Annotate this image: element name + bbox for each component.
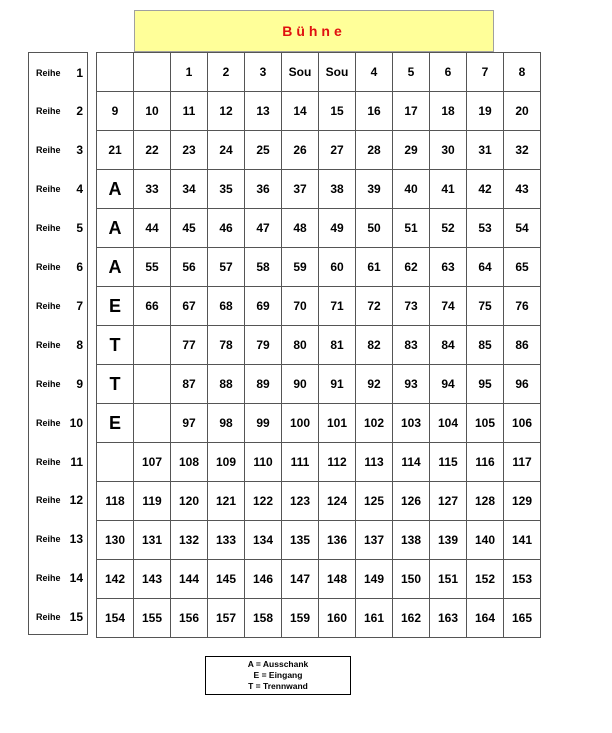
seat-cell: 61 bbox=[356, 248, 393, 287]
seat-cell: 164 bbox=[467, 599, 504, 638]
seat-cell: 87 bbox=[171, 365, 208, 404]
seat-cell: 141 bbox=[504, 521, 541, 560]
seat-cell: 48 bbox=[282, 209, 319, 248]
row-number: 8 bbox=[76, 337, 83, 352]
seat-cell: 91 bbox=[319, 365, 356, 404]
seat-cell: 16 bbox=[356, 92, 393, 131]
row-word: Reihe bbox=[36, 339, 61, 350]
seat-cell: 92 bbox=[356, 365, 393, 404]
seat-cell: 64 bbox=[467, 248, 504, 287]
seat-cell: 116 bbox=[467, 443, 504, 482]
row-word: Reihe bbox=[36, 573, 61, 584]
seat-row bbox=[97, 248, 541, 287]
seat-cell: 115 bbox=[430, 443, 467, 482]
row-word: Reihe bbox=[36, 262, 61, 272]
seat-cell: 71 bbox=[319, 287, 356, 326]
seat-cell: 43 bbox=[504, 170, 541, 209]
seat-cell: 10 bbox=[134, 92, 171, 131]
seat-cell: 124 bbox=[319, 482, 356, 521]
row-label bbox=[29, 325, 87, 364]
legend-trennwand: T = Trennwand bbox=[248, 681, 308, 691]
row-number: 3 bbox=[76, 143, 83, 158]
seat-cell: 104 bbox=[430, 404, 467, 443]
seat-cell: 134 bbox=[245, 521, 282, 560]
seat-cell: 15 bbox=[319, 92, 356, 131]
seat-cell: 125 bbox=[356, 482, 393, 521]
seat-cell: 28 bbox=[356, 131, 393, 170]
seat-cell: 155 bbox=[134, 599, 171, 638]
seat-cell: 152 bbox=[467, 560, 504, 599]
row-label bbox=[29, 559, 87, 598]
seat-cell: 40 bbox=[393, 170, 430, 209]
row-label bbox=[29, 520, 87, 559]
row-word: Reihe bbox=[36, 612, 61, 623]
seat-cell: 123 bbox=[282, 482, 319, 521]
row-number: 10 bbox=[69, 415, 83, 430]
area-marker: T bbox=[97, 365, 134, 404]
row-word: Reihe bbox=[36, 145, 61, 156]
area-marker: E bbox=[97, 404, 134, 443]
row-label bbox=[29, 170, 87, 209]
seat-row bbox=[97, 599, 541, 638]
row-number: 9 bbox=[76, 376, 83, 391]
seat-cell: 51 bbox=[393, 209, 430, 248]
seat-cell: 69 bbox=[245, 287, 282, 326]
seat-cell: 62 bbox=[393, 248, 430, 287]
seat-cell: 32 bbox=[504, 131, 541, 170]
seat-cell: 109 bbox=[208, 443, 245, 482]
row-label bbox=[29, 364, 87, 403]
seat-cell: 26 bbox=[282, 131, 319, 170]
seat-cell: 163 bbox=[430, 599, 467, 638]
seat-cell: 18 bbox=[430, 92, 467, 131]
seat-cell: 27 bbox=[319, 131, 356, 170]
seat-cell: 82 bbox=[356, 326, 393, 365]
seat-cell: 46 bbox=[208, 209, 245, 248]
seat-cell: 140 bbox=[467, 521, 504, 560]
seat-cell: 150 bbox=[393, 560, 430, 599]
seat-cell: 107 bbox=[134, 443, 171, 482]
seat-cell bbox=[134, 365, 171, 404]
seat-cell: 137 bbox=[356, 521, 393, 560]
seat-cell: 147 bbox=[282, 560, 319, 599]
area-marker: E bbox=[97, 287, 134, 326]
row-word: Reihe bbox=[36, 67, 61, 78]
seat-cell: 97 bbox=[171, 404, 208, 443]
row-word: Reihe bbox=[36, 495, 61, 506]
seat-cell: 41 bbox=[430, 170, 467, 209]
seat-cell: 58 bbox=[245, 248, 282, 287]
row-word: Reihe bbox=[36, 456, 61, 467]
seat-cell: 76 bbox=[504, 287, 541, 326]
seat-cell: 154 bbox=[97, 599, 134, 638]
seat-row bbox=[97, 365, 541, 404]
seat-cell: 30 bbox=[430, 131, 467, 170]
row-number: 11 bbox=[70, 454, 83, 469]
seat-cell: 122 bbox=[245, 482, 282, 521]
row-number: 7 bbox=[76, 298, 83, 313]
seat-cell: 139 bbox=[430, 521, 467, 560]
seat-cell: 80 bbox=[282, 326, 319, 365]
seat-cell: 126 bbox=[393, 482, 430, 521]
seat-cell: 133 bbox=[208, 521, 245, 560]
seat-cell: 118 bbox=[97, 482, 134, 521]
seat-cell: 22 bbox=[134, 131, 171, 170]
seat-cell: 98 bbox=[208, 404, 245, 443]
seat-row bbox=[97, 209, 541, 248]
seat-cell: 24 bbox=[208, 131, 245, 170]
seat-cell: 100 bbox=[282, 404, 319, 443]
row-label bbox=[29, 403, 87, 442]
seat-cell: 70 bbox=[282, 287, 319, 326]
seat-cell: 9 bbox=[97, 92, 134, 131]
seat-cell: 59 bbox=[282, 248, 319, 287]
seat-cell: 94 bbox=[430, 365, 467, 404]
seat-cell: 162 bbox=[393, 599, 430, 638]
seat-cell: 20 bbox=[504, 92, 541, 131]
seat-cell: 159 bbox=[282, 599, 319, 638]
seat-cell: 138 bbox=[393, 521, 430, 560]
seat-cell: 102 bbox=[356, 404, 393, 443]
seat-cell: 57 bbox=[208, 248, 245, 287]
seat-cell: 103 bbox=[393, 404, 430, 443]
seat-row bbox=[97, 326, 541, 365]
seat-cell: 99 bbox=[245, 404, 282, 443]
seat-cell: 66 bbox=[134, 287, 171, 326]
seat-cell: 142 bbox=[97, 560, 134, 599]
seat-cell: 160 bbox=[319, 599, 356, 638]
seat-cell: 2 bbox=[208, 53, 245, 92]
seat-cell: 81 bbox=[319, 326, 356, 365]
seat-row bbox=[97, 404, 541, 443]
row-word: Reihe bbox=[36, 106, 61, 117]
area-marker: A bbox=[97, 248, 134, 287]
seat-cell: 7 bbox=[467, 53, 504, 92]
seat-cell: 47 bbox=[245, 209, 282, 248]
seat-cell: 55 bbox=[134, 248, 171, 287]
seat-cell: Sou bbox=[319, 53, 356, 92]
seat-cell: 146 bbox=[245, 560, 282, 599]
seat-cell: 5 bbox=[393, 53, 430, 92]
row-word: Reihe bbox=[36, 534, 61, 545]
seat-cell: 113 bbox=[356, 443, 393, 482]
seat-cell: 44 bbox=[134, 209, 171, 248]
row-label bbox=[29, 53, 87, 92]
seat-cell: 84 bbox=[430, 326, 467, 365]
seat-cell: 88 bbox=[208, 365, 245, 404]
stage-banner bbox=[134, 10, 494, 52]
seat-cell: 143 bbox=[134, 560, 171, 599]
seat-cell: 157 bbox=[208, 599, 245, 638]
seat-cell: 127 bbox=[430, 482, 467, 521]
row-number: 14 bbox=[69, 571, 83, 586]
seat-cell bbox=[97, 443, 134, 482]
seat-cell: 50 bbox=[356, 209, 393, 248]
legend-box bbox=[205, 656, 351, 695]
row-label bbox=[29, 598, 87, 637]
seat-cell: 90 bbox=[282, 365, 319, 404]
seat-cell: 110 bbox=[245, 443, 282, 482]
stage-label: Bühne bbox=[282, 23, 346, 39]
row-number: 6 bbox=[76, 260, 83, 274]
row-word: Reihe bbox=[36, 378, 61, 389]
seat-cell bbox=[97, 53, 134, 92]
seat-cell: 3 bbox=[245, 53, 282, 92]
row-number: 5 bbox=[76, 221, 83, 236]
seat-cell: 89 bbox=[245, 365, 282, 404]
seat-cell: 136 bbox=[319, 521, 356, 560]
seat-row bbox=[97, 482, 541, 521]
seat-cell: 45 bbox=[171, 209, 208, 248]
seat-cell: 35 bbox=[208, 170, 245, 209]
row-word: Reihe bbox=[36, 184, 61, 195]
row-number: 13 bbox=[69, 532, 83, 547]
seat-cell: 95 bbox=[467, 365, 504, 404]
row-number: 12 bbox=[69, 493, 83, 508]
seat-cell: 31 bbox=[467, 131, 504, 170]
row-number: 2 bbox=[76, 104, 83, 119]
seat-cell: 96 bbox=[504, 365, 541, 404]
seat-cell: 65 bbox=[504, 248, 541, 287]
seat-cell bbox=[134, 326, 171, 365]
row-label bbox=[29, 442, 87, 481]
seat-cell: 117 bbox=[504, 443, 541, 482]
seat-cell: 151 bbox=[430, 560, 467, 599]
area-marker: A bbox=[97, 209, 134, 248]
seat-cell: 14 bbox=[282, 92, 319, 131]
seat-cell bbox=[134, 404, 171, 443]
seat-cell: 112 bbox=[319, 443, 356, 482]
seat-cell: 131 bbox=[134, 521, 171, 560]
seat-cell: 36 bbox=[245, 170, 282, 209]
seat-cell: 68 bbox=[208, 287, 245, 326]
seat-cell: 101 bbox=[319, 404, 356, 443]
legend-ausschank: A = Ausschank bbox=[247, 659, 309, 669]
row-word: Reihe bbox=[36, 223, 61, 234]
seat-row bbox=[97, 521, 541, 560]
row-label bbox=[29, 248, 87, 287]
seat-row bbox=[97, 560, 541, 599]
seat-cell: 56 bbox=[171, 248, 208, 287]
row-number: 4 bbox=[76, 182, 83, 197]
seat-cell: 144 bbox=[171, 560, 208, 599]
row-label bbox=[29, 131, 87, 170]
seat-cell: 83 bbox=[393, 326, 430, 365]
seat-cell: 148 bbox=[319, 560, 356, 599]
seat-cell: 34 bbox=[171, 170, 208, 209]
seat-cell: 49 bbox=[319, 209, 356, 248]
seat-row bbox=[97, 443, 541, 482]
seat-cell: 119 bbox=[134, 482, 171, 521]
seat-cell: 86 bbox=[504, 326, 541, 365]
seat-cell: 11 bbox=[171, 92, 208, 131]
seat-cell: 63 bbox=[430, 248, 467, 287]
seat-cell: 149 bbox=[356, 560, 393, 599]
seat-cell: 77 bbox=[171, 326, 208, 365]
seat-cell: 72 bbox=[356, 287, 393, 326]
row-label bbox=[29, 92, 87, 131]
seat-cell: 23 bbox=[171, 131, 208, 170]
seat-cell: 165 bbox=[504, 599, 541, 638]
seat-cell: 19 bbox=[467, 92, 504, 131]
seat-cell: 74 bbox=[430, 287, 467, 326]
seat-cell: 37 bbox=[282, 170, 319, 209]
seat-cell: 29 bbox=[393, 131, 430, 170]
seat-cell: 1 bbox=[171, 53, 208, 92]
seat-cell: 13 bbox=[245, 92, 282, 131]
seat-cell: 111 bbox=[282, 443, 319, 482]
row-label bbox=[29, 209, 87, 248]
seat-cell: 42 bbox=[467, 170, 504, 209]
seat-cell: 75 bbox=[467, 287, 504, 326]
seat-cell: 132 bbox=[171, 521, 208, 560]
row-number: 15 bbox=[69, 610, 83, 625]
seat-cell: 93 bbox=[393, 365, 430, 404]
seat-cell: 78 bbox=[208, 326, 245, 365]
seat-cell: 8 bbox=[504, 53, 541, 92]
seat-cell: 17 bbox=[393, 92, 430, 131]
seat-cell: 120 bbox=[171, 482, 208, 521]
row-labels-column bbox=[28, 52, 88, 635]
seat-cell: 52 bbox=[430, 209, 467, 248]
seat-cell: 21 bbox=[97, 131, 134, 170]
seat-cell: 114 bbox=[393, 443, 430, 482]
seat-cell: 60 bbox=[319, 248, 356, 287]
seat-cell: 145 bbox=[208, 560, 245, 599]
seat-row bbox=[97, 131, 541, 170]
seat-cell: 67 bbox=[171, 287, 208, 326]
seat-cell: 39 bbox=[356, 170, 393, 209]
area-marker: T bbox=[97, 326, 134, 365]
seat-cell: 130 bbox=[97, 521, 134, 560]
seat-cell: 33 bbox=[134, 170, 171, 209]
row-word: Reihe bbox=[36, 417, 61, 428]
seat-cell: 129 bbox=[504, 482, 541, 521]
seat-cell: 25 bbox=[245, 131, 282, 170]
seat-cell bbox=[134, 53, 171, 92]
seat-cell: 73 bbox=[393, 287, 430, 326]
seat-cell: 106 bbox=[504, 404, 541, 443]
seat-cell: 156 bbox=[171, 599, 208, 638]
seat-cell: 79 bbox=[245, 326, 282, 365]
seat-row bbox=[97, 92, 541, 131]
seat-cell: 153 bbox=[504, 560, 541, 599]
seat-cell: 158 bbox=[245, 599, 282, 638]
seat-cell: 121 bbox=[208, 482, 245, 521]
area-marker: A bbox=[97, 170, 134, 209]
seat-cell: 4 bbox=[356, 53, 393, 92]
seat-cell: 38 bbox=[319, 170, 356, 209]
seat-cell: 128 bbox=[467, 482, 504, 521]
row-word: Reihe bbox=[36, 300, 61, 311]
seat-row bbox=[97, 53, 541, 92]
seat-cell: 12 bbox=[208, 92, 245, 131]
seat-cell: 85 bbox=[467, 326, 504, 365]
seat-cell: 108 bbox=[171, 443, 208, 482]
seat-cell: 135 bbox=[282, 521, 319, 560]
row-label bbox=[29, 286, 87, 325]
legend-eingang: E = Eingang bbox=[253, 670, 303, 680]
seat-cell: 105 bbox=[467, 404, 504, 443]
row-number: 1 bbox=[76, 65, 83, 80]
seat-cell: 54 bbox=[504, 209, 541, 248]
seat-row bbox=[97, 170, 541, 209]
seat-cell: 161 bbox=[356, 599, 393, 638]
seating-grid bbox=[96, 52, 541, 638]
seat-cell: 53 bbox=[467, 209, 504, 248]
seat-cell: Sou bbox=[282, 53, 319, 92]
seat-cell: 6 bbox=[430, 53, 467, 92]
row-label bbox=[29, 481, 87, 520]
seat-row bbox=[97, 287, 541, 326]
